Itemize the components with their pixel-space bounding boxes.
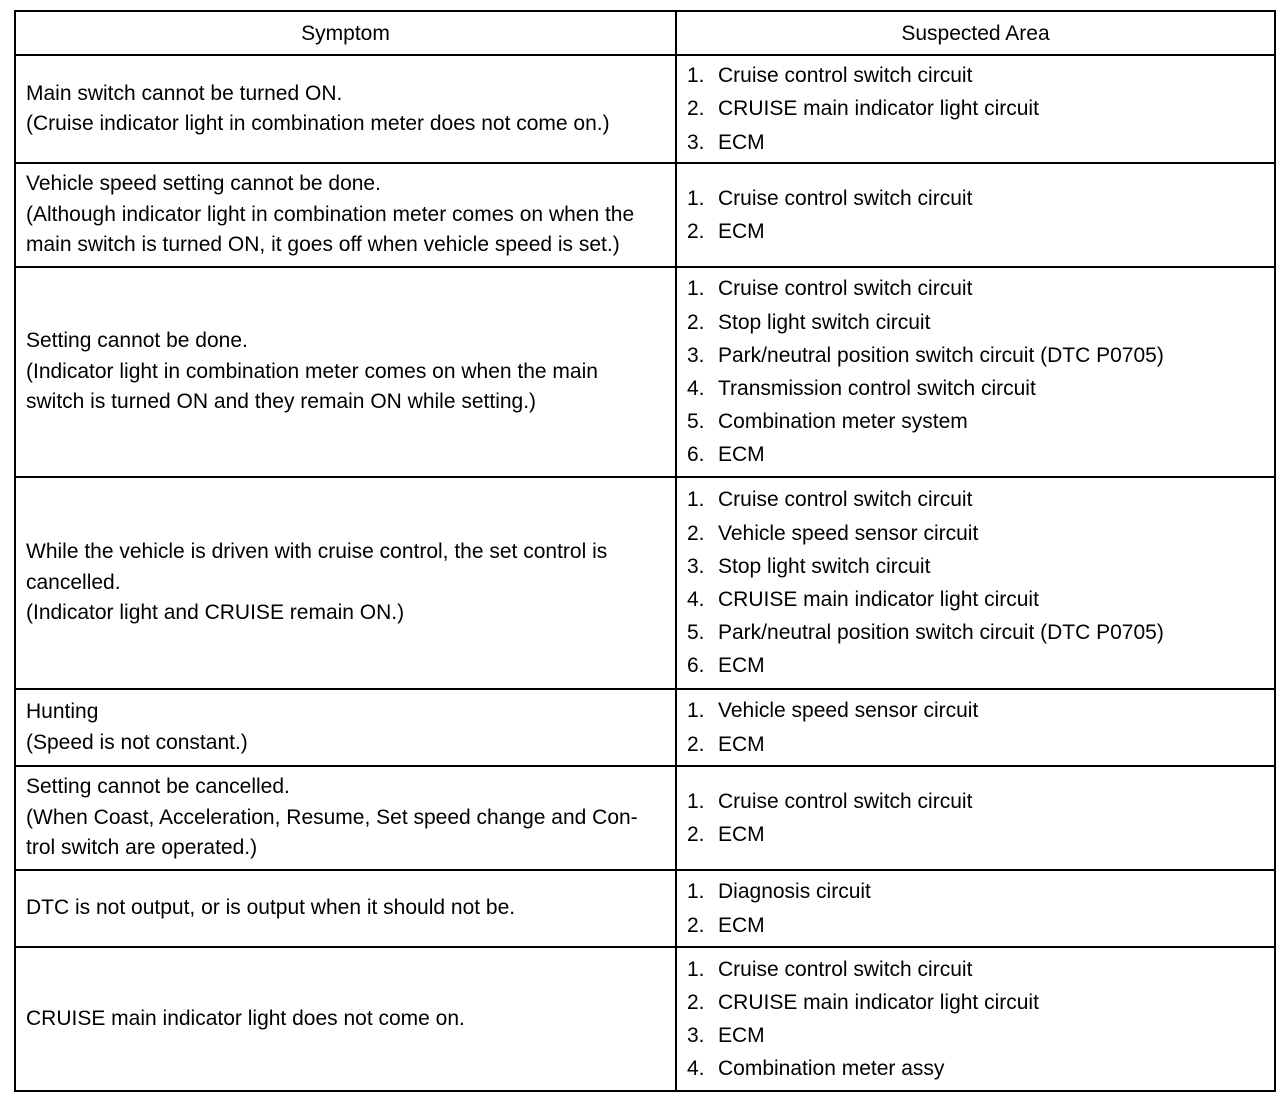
table-row xyxy=(15,766,1275,870)
item-number: 4. xyxy=(687,377,705,400)
item-number: 1. xyxy=(687,186,705,210)
symptom-text: (Speed is not constant.) xyxy=(26,730,248,754)
item-number: 2. xyxy=(687,521,705,545)
suspected-area-item xyxy=(687,875,1264,908)
item-text: Combination meter assy xyxy=(718,1057,945,1081)
suspected-area-item xyxy=(687,909,1264,942)
symptom-text: CRUISE main indicator light does not come on. xyxy=(26,1006,465,1030)
item-number: 6. xyxy=(687,654,705,678)
item-number: 1. xyxy=(687,957,705,981)
suspected-area-list xyxy=(687,953,1264,1086)
item-number: 2. xyxy=(687,220,705,243)
symptom-text: (Indicator light and CRUISE remain ON.) xyxy=(26,601,405,625)
item-text: CRUISE main indicator light circuit xyxy=(718,97,1039,121)
item-number: 2. xyxy=(687,990,705,1014)
suspected-area-item xyxy=(687,728,1264,761)
suspected-area-list xyxy=(687,272,1264,471)
symptom-cell xyxy=(15,766,676,870)
suspected-area-item xyxy=(687,483,1264,516)
suspected-area-list xyxy=(687,59,1264,159)
suspected-area-item xyxy=(687,953,1264,986)
table-row xyxy=(15,477,1275,689)
table-row xyxy=(15,267,1275,477)
symptom-cell xyxy=(15,55,676,163)
suspected-area-item xyxy=(687,272,1264,305)
item-text: Stop light switch circuit xyxy=(718,310,931,334)
item-number: 3. xyxy=(687,554,705,578)
item-number: 1. xyxy=(687,699,705,723)
item-text: Cruise control switch circuit xyxy=(718,957,973,981)
suspected-area-item xyxy=(687,1052,1264,1085)
suspected-area-item xyxy=(687,818,1264,851)
item-text: Transmission control switch circuit xyxy=(718,377,1036,400)
item-number: 4. xyxy=(687,588,705,611)
symptom-cell xyxy=(15,267,676,477)
table-row xyxy=(15,947,1275,1091)
item-text: CRUISE main indicator light circuit xyxy=(718,588,1039,611)
symptom-cell xyxy=(15,947,676,1091)
item-text: Cruise control switch circuit xyxy=(718,277,973,301)
item-number: 2. xyxy=(687,310,705,334)
item-number: 1. xyxy=(687,880,705,904)
suspected-area-item xyxy=(687,550,1264,583)
item-number: 4. xyxy=(687,1057,705,1081)
suspected-area-item xyxy=(687,694,1264,727)
suspected-area-item xyxy=(687,517,1264,550)
item-text: CRUISE main indicator light circuit xyxy=(718,990,1039,1014)
suspected-area-cell xyxy=(676,870,1275,947)
suspected-area-cell xyxy=(676,55,1275,163)
suspected-area-item xyxy=(687,59,1264,92)
suspected-area-list xyxy=(687,483,1264,682)
symptom-text: main switch is turned ON, it goes off when vehicle speed is set.) xyxy=(26,233,620,257)
symptom-text: Vehicle speed setting cannot be done. xyxy=(26,172,381,196)
item-text: ECM xyxy=(718,220,765,243)
item-number: 3. xyxy=(687,130,705,154)
symptom-text: Setting cannot be done. xyxy=(26,329,248,353)
item-text: ECM xyxy=(718,654,765,678)
suspected-area-item xyxy=(687,182,1264,215)
table-row xyxy=(15,163,1275,267)
symptom-text: Hunting xyxy=(26,700,99,723)
item-text: Park/neutral position switch circuit (DTC P0705) xyxy=(718,621,1164,645)
table-body xyxy=(15,55,1275,1091)
item-number: 3. xyxy=(687,343,705,367)
item-number: 6. xyxy=(687,443,705,467)
item-text: Cruise control switch circuit xyxy=(718,488,973,512)
item-number: 1. xyxy=(687,64,705,88)
suspected-area-item xyxy=(687,616,1264,649)
item-number: 2. xyxy=(687,732,705,756)
item-text: ECM xyxy=(718,1024,765,1047)
item-text: Vehicle speed sensor circuit xyxy=(718,521,979,545)
suspected-area-item xyxy=(687,649,1264,682)
suspected-area-cell xyxy=(676,163,1275,267)
item-text: Park/neutral position switch circuit (DTC P0705) xyxy=(718,343,1164,367)
symptom-text: While the vehicle is driven with cruise control, the set control is xyxy=(26,540,608,564)
item-number: 5. xyxy=(687,621,705,645)
suspected-area-item xyxy=(687,583,1264,616)
item-number: 2. xyxy=(687,823,705,846)
item-text: Combination meter system xyxy=(718,410,968,434)
suspected-area-item xyxy=(687,986,1264,1019)
symptom-header: Symptom xyxy=(15,11,676,55)
suspected-area-cell xyxy=(676,267,1275,477)
suspected-area-list xyxy=(687,875,1264,941)
item-text: Cruise control switch circuit xyxy=(718,64,973,88)
item-number: 1. xyxy=(687,277,705,301)
symptom-text: switch is turned ON and they remain ON while setting.) xyxy=(26,390,537,414)
suspected-area-item xyxy=(687,438,1264,471)
item-number: 1. xyxy=(687,789,705,813)
suspected-area-cell xyxy=(676,477,1275,689)
item-text: Cruise control switch circuit xyxy=(718,789,973,813)
header-row xyxy=(15,11,1275,55)
symptom-table xyxy=(14,10,1276,1092)
symptom-text: (Indicator light in combination meter comes on when the main xyxy=(26,359,598,383)
suspected-area-item xyxy=(687,405,1264,438)
suspected-area-cell xyxy=(676,947,1275,1091)
item-text: Vehicle speed sensor circuit xyxy=(718,699,979,723)
suspected-area-item xyxy=(687,92,1264,125)
troubleshooting-sheet xyxy=(14,10,1276,1092)
item-text: ECM xyxy=(718,913,765,937)
symptom-text: (Although indicator light in combination meter comes on when the xyxy=(26,202,635,226)
symptom-text: (Cruise indicator light in combination meter does not come on.) xyxy=(26,112,610,135)
symptom-cell xyxy=(15,163,676,267)
item-text: Cruise control switch circuit xyxy=(718,186,973,210)
item-text: ECM xyxy=(718,443,765,467)
symptom-text: Main switch cannot be turned ON. xyxy=(26,81,343,105)
suspected-area-cell xyxy=(676,689,1275,766)
table-row xyxy=(15,55,1275,163)
item-number: 2. xyxy=(687,97,705,121)
symptom-cell xyxy=(15,870,676,947)
symptom-text: Setting cannot be cancelled. xyxy=(26,775,290,799)
symptom-text: cancelled. xyxy=(26,570,121,594)
suspected-area-list xyxy=(687,182,1264,248)
item-number: 1. xyxy=(687,488,705,512)
table-row xyxy=(15,689,1275,766)
item-number: 5. xyxy=(687,410,705,434)
symptom-text: DTC is not output, or is output when it should not be. xyxy=(26,896,516,920)
suspected-area-list xyxy=(687,785,1264,851)
symptom-text: (When Coast, Acceleration, Resume, Set speed change and Con- xyxy=(26,805,638,829)
suspected-area-list xyxy=(687,694,1264,760)
item-text: ECM xyxy=(718,732,765,756)
suspected-area-item xyxy=(687,126,1264,159)
suspected-area-item xyxy=(687,372,1264,405)
item-number: 2. xyxy=(687,913,705,937)
table-row xyxy=(15,870,1275,947)
item-text: Diagnosis circuit xyxy=(718,880,871,904)
suspected-area-header: Suspected Area xyxy=(676,11,1275,55)
suspected-area-cell xyxy=(676,766,1275,870)
item-text: Stop light switch circuit xyxy=(718,554,931,578)
suspected-area-item xyxy=(687,785,1264,818)
symptom-cell xyxy=(15,689,676,766)
suspected-area-item xyxy=(687,215,1264,248)
suspected-area-item xyxy=(687,306,1264,339)
item-text: ECM xyxy=(718,823,765,846)
symptom-text: trol switch are operated.) xyxy=(26,836,258,860)
item-text: ECM xyxy=(718,130,765,154)
suspected-area-item xyxy=(687,1019,1264,1052)
suspected-area-item xyxy=(687,339,1264,372)
symptom-cell xyxy=(15,477,676,689)
item-number: 3. xyxy=(687,1024,705,1047)
